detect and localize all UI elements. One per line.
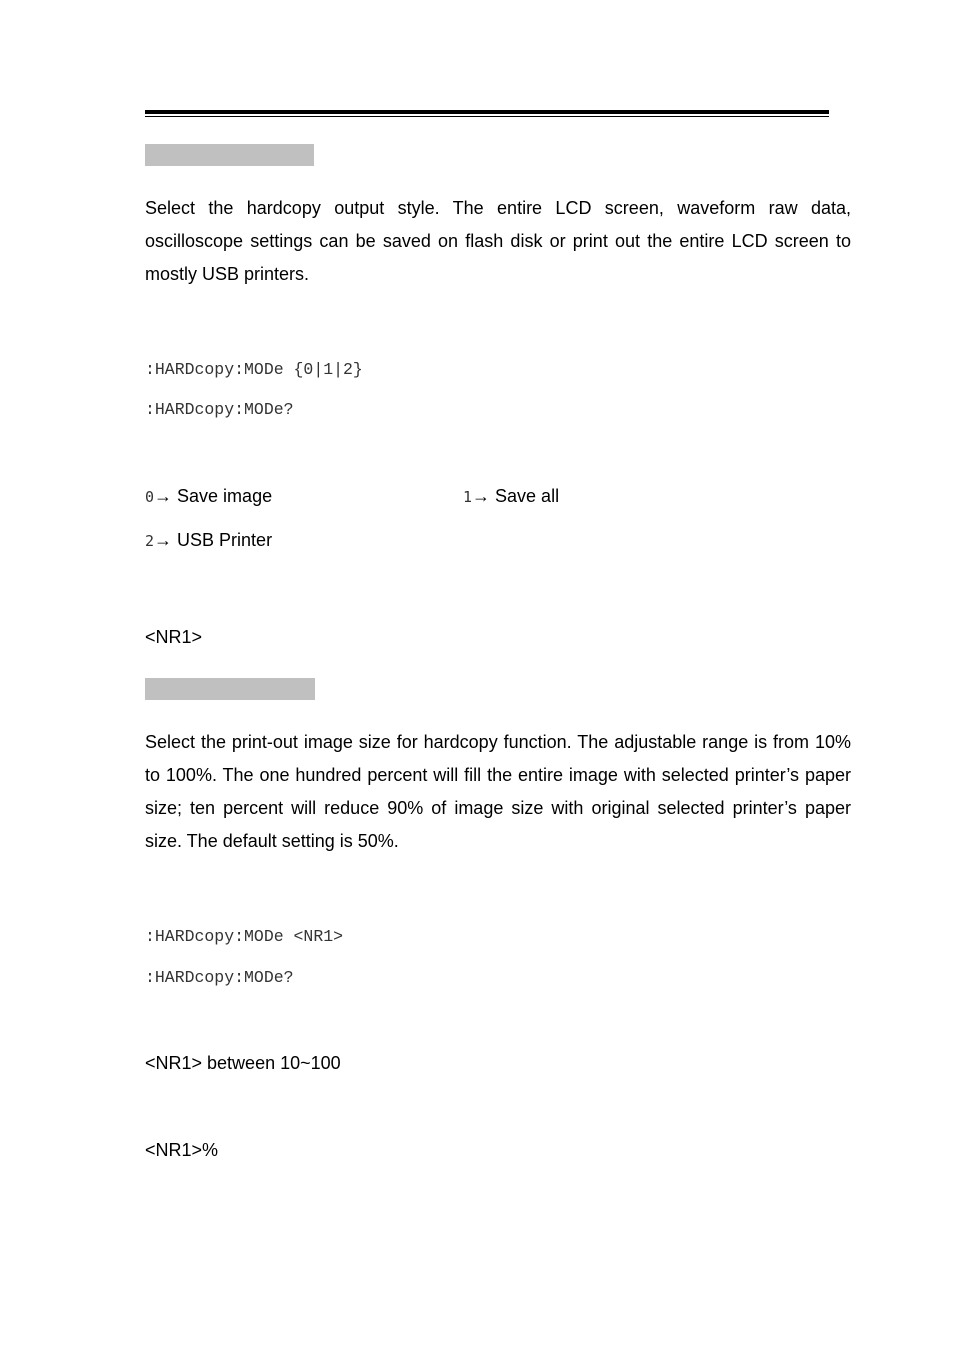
header-rule (145, 110, 829, 118)
option-label: → USB Printer (154, 530, 273, 550)
option-code: 1 (463, 488, 473, 506)
option-label: → Save all (472, 486, 560, 506)
section1-return-format: <NR1> (145, 627, 203, 647)
option-save-image (145, 485, 272, 508)
header-rule-thick (145, 110, 829, 114)
header-rule-thin (145, 116, 829, 117)
option-usb-printer (145, 529, 272, 552)
section1-heading-bar (145, 144, 314, 166)
section1-syntax-set: :HARDcopy:MODe {0|1|2} (145, 360, 363, 379)
section2-heading-bar (145, 678, 315, 700)
option-save-all (463, 485, 559, 508)
option-label: → Save image (154, 486, 273, 506)
section2-syntax-set: :HARDcopy:MODe <NR1> (145, 927, 344, 946)
option-code: 2 (145, 532, 155, 550)
section1-description: Select the hardcopy output style. The entire LCD screen, waveform raw data, oscilloscope settings can be saved on flash disk or print out the entire LCD screen to mostly USB printers. (145, 198, 851, 284)
option-code: 0 (145, 488, 155, 506)
section2-syntax-query: :HARDcopy:MODe? (145, 968, 294, 987)
section2-description: Select the print-out image size for hardcopy function. The adjustable range is from 10% to 100%. The one hundred percent will fill the entire image with selected printer’s paper size; ten percent will reduce 90% of image size with original selected printer’s paper size. The default setting is 50%. (145, 732, 851, 851)
section2-parameter: <NR1> between 10~100 (145, 1053, 341, 1073)
section2-return-format: <NR1>% (145, 1140, 219, 1160)
section1-syntax-query: :HARDcopy:MODe? (145, 400, 294, 419)
